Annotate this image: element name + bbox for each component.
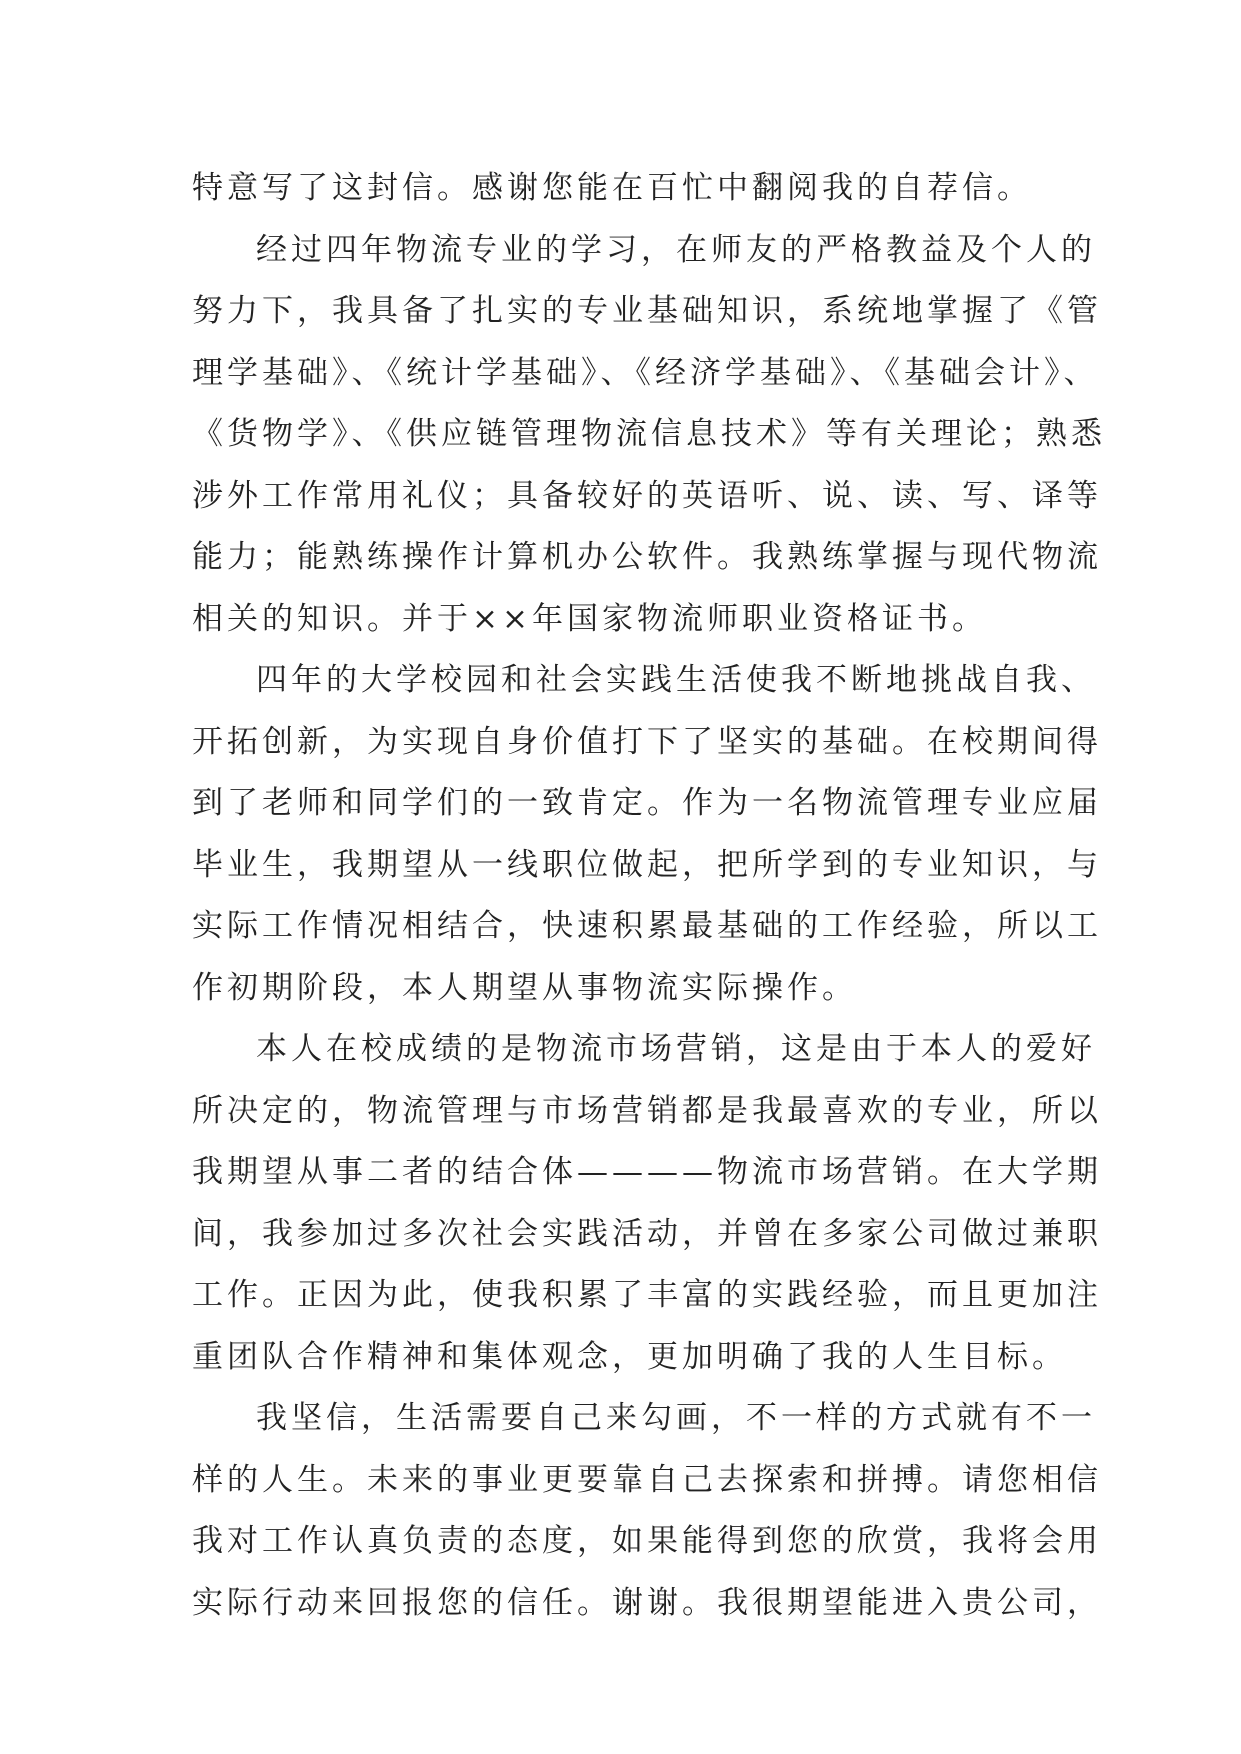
text-line: 间，我参加过多次社会实践活动，并曾在多家公司做过兼职 (192, 1215, 1102, 1252)
text-line: 我期望从事二者的结合体————物流市场营销。在大学期 (192, 1154, 1102, 1190)
text-line: 开拓创新，为实现自身价值打下了坚实的基础。在校期间得 (192, 723, 1102, 760)
text-line: 本人在校成绩的是物流市场营销，这是由于本人的爱好 (256, 1031, 1096, 1067)
text-line: 《货物学》、《供应链管理物流信息技术》等有关理论；熟悉 (192, 416, 1106, 452)
text-line: 经过四年物流专业的学习，在师友的严格教益及个人的 (256, 231, 1096, 268)
text-line: 工作。正因为此，使我积累了丰富的实践经验，而且更加注 (192, 1277, 1102, 1313)
letter-body (192, 158, 1106, 1634)
text-line: 涉外工作常用礼仪；具备较好的英语听、说、读、写、译等 (192, 477, 1102, 514)
text-line: 重团队合作精神和集体观念，更加明确了我的人生目标。 (192, 1338, 1067, 1375)
text-line: 样的人生。未来的事业更要靠自己去探索和拼搏。请您相信 (192, 1461, 1102, 1498)
text-line: 特意写了这封信。感谢您能在百忙中翻阅我的自荐信。 (192, 170, 1032, 206)
text-line: 实际工作情况相结合，快速积累最基础的工作经验，所以工 (192, 908, 1102, 944)
text-line: 四年的大学校园和社会实践生活使我不断地挑战自我、 (256, 662, 1096, 698)
text-line: 所决定的，物流管理与市场营销都是我最喜欢的专业，所以 (192, 1092, 1102, 1129)
text-line: 理学基础》、《统计学基础》、《经济学基础》、《基础会计》、 (192, 354, 1099, 391)
text-line: 到了老师和同学们的一致肯定。作为一名物流管理专业应届 (192, 785, 1102, 821)
text-line: 作初期阶段，本人期望从事物流实际操作。 (192, 969, 857, 1006)
text-line: 我对工作认真负责的态度，如果能得到您的欣赏，我将会用 (192, 1523, 1102, 1559)
text-line: 相关的知识。并于××年国家物流师职业资格证书。 (192, 600, 987, 637)
text-line: 能力；能熟练操作计算机办公软件。我熟练掌握与现代物流 (192, 539, 1102, 575)
text-line: 努力下，我具备了扎实的专业基础知识，系统地掌握了《管 (192, 293, 1102, 329)
text-line: 我坚信，生活需要自己来勾画，不一样的方式就有不一 (256, 1400, 1096, 1436)
text-line: 实际行动来回报您的信任。谢谢。我很期望能进入贵公司， (192, 1584, 1102, 1621)
text-line: 毕业生，我期望从一线职位做起，把所学到的专业知识，与 (192, 846, 1102, 883)
